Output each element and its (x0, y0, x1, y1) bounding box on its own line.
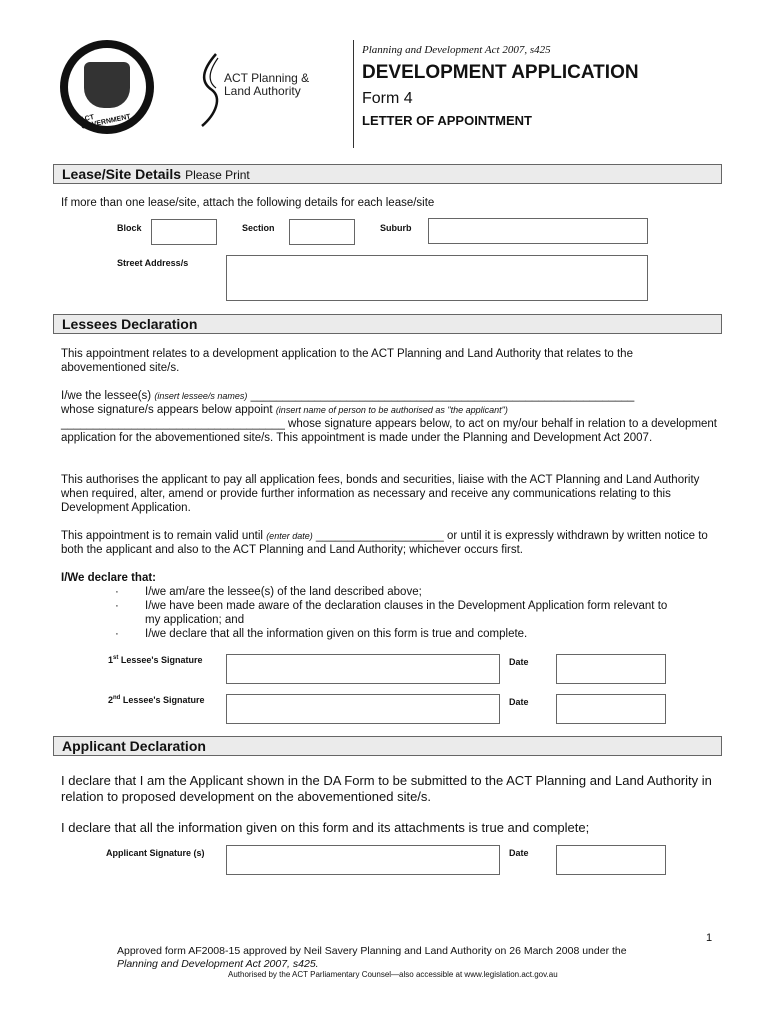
authorises-para: This authorises the applicant to pay all application fees, bonds and securities, liaise with the ACT Planning and Land Authority when required, alter, amend or provide further information as necessary and receive any communications relating to this Development Application. (61, 474, 700, 514)
second-lessee-date-field[interactable] (556, 694, 666, 724)
lease-instruction: If more than one lease/site, attach the following details for each lease/site (61, 197, 435, 209)
applicant-date-label: Date (509, 848, 529, 858)
applicant-para-1: I declare that I am the Applicant shown in the DA Form to be submitted to the ACT Planning and Land Authority in relation to proposed development on the abovementioned site/s. (61, 773, 712, 804)
lessee-names-line: I/we the lessee(s) (insert lessee/s names) ____________________________________________________________ (61, 390, 635, 402)
lease-section-header: Lease/Site Details Please Print (53, 164, 722, 184)
page-title: DEVELOPMENT APPLICATION (362, 62, 639, 83)
block-label: Block (117, 223, 142, 233)
lessees-section-header: Lessees Declaration (53, 314, 722, 334)
street-address-label: Street Address/s (117, 258, 189, 268)
org-name: ACT Planning & Land Authority (224, 71, 310, 98)
date-label: Date (509, 657, 529, 667)
street-address-input[interactable] (226, 255, 648, 301)
suburb-label: Suburb (380, 223, 412, 233)
date-label: Date (509, 697, 529, 707)
block-input[interactable] (151, 219, 217, 245)
first-lessee-signature-field[interactable] (226, 654, 500, 684)
declare-heading: I/We declare that: (61, 572, 157, 584)
second-lessee-signature-field[interactable] (226, 694, 500, 724)
header-divider (353, 40, 354, 148)
applicant-signature-field[interactable] (226, 845, 500, 875)
actpla-swoosh-icon (196, 52, 226, 128)
declaration-item: · I/we have been made aware of the declaration clauses in the Development Application form relevant to my application; and (115, 599, 675, 627)
applicant-section-header: Applicant Declaration (53, 736, 722, 756)
crest-text: ACT GOVERNMENT (79, 113, 132, 131)
applicant-date-field[interactable] (556, 845, 666, 875)
authorised-note: Authorised by the ACT Parliamentary Counsel—also accessible at www.legislation.act.gov.au (228, 970, 558, 979)
declaration-item: · I/we am/are the lessee(s) of the land described above; (115, 585, 675, 599)
act-on-behalf-para: ___________________________________ whose signature appears below, to act on my/our behalf in relation to a development application for the abovementioned site/s. This appointment is made under the Planning and Development Act 2007. (61, 418, 718, 444)
suburb-input[interactable] (428, 218, 648, 244)
section-label: Section (242, 223, 275, 233)
page-subtitle: LETTER OF APPOINTMENT (362, 113, 532, 128)
first-lessee-date-field[interactable] (556, 654, 666, 684)
declaration-list (115, 585, 675, 641)
act-government-crest (60, 40, 154, 134)
declaration-item: · I/we declare that all the information given on this form is true and complete. (115, 627, 675, 641)
section-input[interactable] (289, 219, 355, 245)
form-number: Form 4 (362, 90, 413, 107)
validity-para: This appointment is to remain valid until (enter date) ____________________ or until it is expressly withdrawn by written notice to both the applicant and also to the ACT Planning and Land Authority; whichever occurs first. (61, 530, 708, 556)
applicant-para-2: I declare that all the information given on this form and its attachments is true and complete; (61, 820, 590, 835)
second-lessee-signature-label: 2nd Lessee's Signature (108, 695, 205, 705)
approval-note: Approved form AF2008-15 approved by Neil Savery Planning and Land Authority on 26 March 2008 under the Planning and Development Act 2007, s425. (117, 945, 627, 970)
first-lessee-signature-label: 1st Lessee's Signature (108, 655, 203, 665)
applicant-signature-label: Applicant Signature (s) (106, 848, 205, 858)
lessees-para-1: This appointment relates to a development application to the ACT Planning and Land Authority that relates to the abovementioned site/s. (61, 348, 633, 374)
page-number: 1 (706, 932, 713, 944)
act-reference: Planning and Development Act 2007, s425 (362, 44, 551, 56)
appoint-line: whose signature/s appears below appoint (insert name of person to be authorised as "the applicant") (61, 404, 508, 416)
